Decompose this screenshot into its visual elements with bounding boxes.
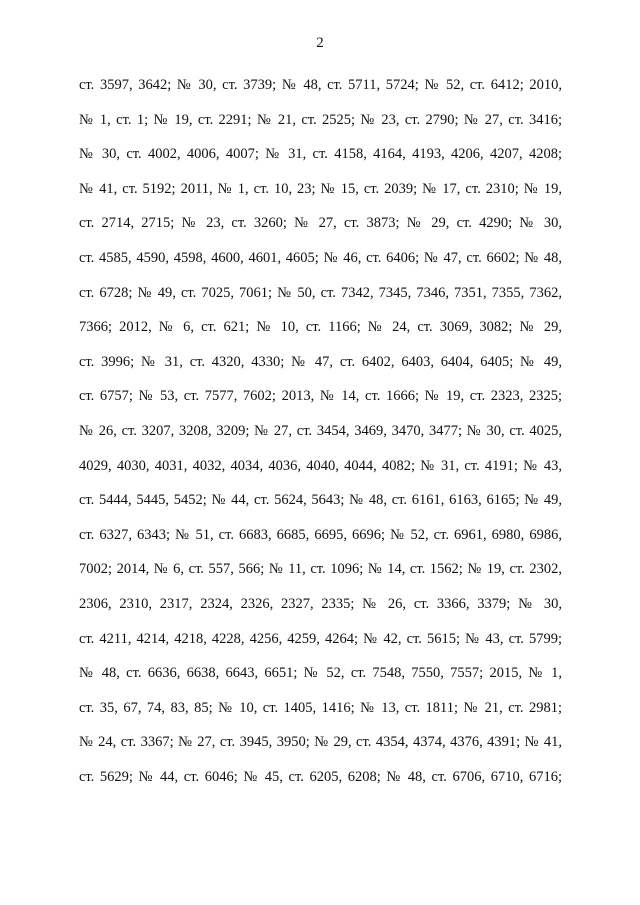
- text-line: ст. 5444, 5445, 5452; № 44, ст. 5624, 5643; № 48, ст. 6161, 6163, 6165; № 49,: [79, 492, 562, 509]
- text-line: ст. 6757; № 53, ст. 7577, 7602; 2013, № 14, ст. 1666; № 19, ст. 2323, 2325;: [79, 388, 562, 405]
- text-line: 7002; 2014, № 6, ст. 557, 566; № 11, ст. 1096; № 14, ст. 1562; № 19, ст. 2302,: [79, 561, 562, 578]
- text-line: ст. 3597, 3642; № 30, ст. 3739; № 48, ст. 5711, 5724; № 52, ст. 6412; 2010,: [79, 77, 562, 93]
- text-line: № 48, ст. 6636, 6638, 6643, 6651; № 52, ст. 7548, 7550, 7557; 2015, № 1,: [79, 665, 562, 682]
- text-line: 4029, 4030, 4031, 4032, 4034, 4036, 4040, 4044, 4082; № 31, ст. 4191; № 43,: [79, 457, 562, 474]
- text-line: ст. 35, 67, 74, 83, 85; № 10, ст. 1405, 1416; № 13, ст. 1811; № 21, ст. 2981;: [79, 699, 562, 716]
- text-line: № 30, ст. 4002, 4006, 4007; № 31, ст. 4158, 4164, 4193, 4206, 4207, 4208;: [79, 146, 562, 163]
- text-line: 2306, 2310, 2317, 2324, 2326, 2327, 2335; № 26, ст. 3366, 3379; № 30,: [79, 595, 562, 612]
- text-line: ст. 3996; № 31, ст. 4320, 4330; № 47, ст. 6402, 6403, 6404, 6405; № 49,: [79, 353, 562, 370]
- text-line: № 24, ст. 3367; № 27, ст. 3945, 3950; № 29, ст. 4354, 4374, 4376, 4391; № 41,: [79, 734, 562, 751]
- text-line: ст. 2714, 2715; № 23, ст. 3260; № 27, ст. 3873; № 29, ст. 4290; № 30,: [79, 215, 562, 232]
- text-line: 7366; 2012, № 6, ст. 621; № 10, ст. 1166; № 24, ст. 3069, 3082; № 29,: [79, 319, 562, 336]
- text-line: № 41, ст. 5192; 2011, № 1, ст. 10, 23; № 15, ст. 2039; № 17, ст. 2310; № 19,: [79, 180, 562, 197]
- text-line: ст. 5629; № 44, ст. 6046; № 45, ст. 6205, 6208; № 48, ст. 6706, 6710, 6716;: [79, 768, 562, 785]
- page-number: 2: [316, 35, 324, 51]
- text-line: ст. 6327, 6343; № 51, ст. 6683, 6685, 6695, 6696; № 52, ст. 6961, 6980, 6986,: [79, 526, 562, 543]
- text-line: ст. 4585, 4590, 4598, 4600, 4601, 4605; № 46, ст. 6406; № 47, ст. 6602; № 48,: [79, 249, 562, 266]
- text-line: ст. 4211, 4214, 4218, 4228, 4256, 4259, 4264; № 42, ст. 5615; № 43, ст. 5799;: [79, 630, 562, 647]
- text-line: ст. 6728; № 49, ст. 7025, 7061; № 50, ст. 7342, 7345, 7346, 7351, 7355, 7362,: [79, 284, 562, 301]
- text-line: № 1, ст. 1; № 19, ст. 2291; № 21, ст. 2525; № 23, ст. 2790; № 27, ст. 3416;: [79, 111, 562, 128]
- text-line: № 26, ст. 3207, 3208, 3209; № 27, ст. 3454, 3469, 3470, 3477; № 30, ст. 4025,: [79, 422, 562, 439]
- body-text: [79, 68, 562, 794]
